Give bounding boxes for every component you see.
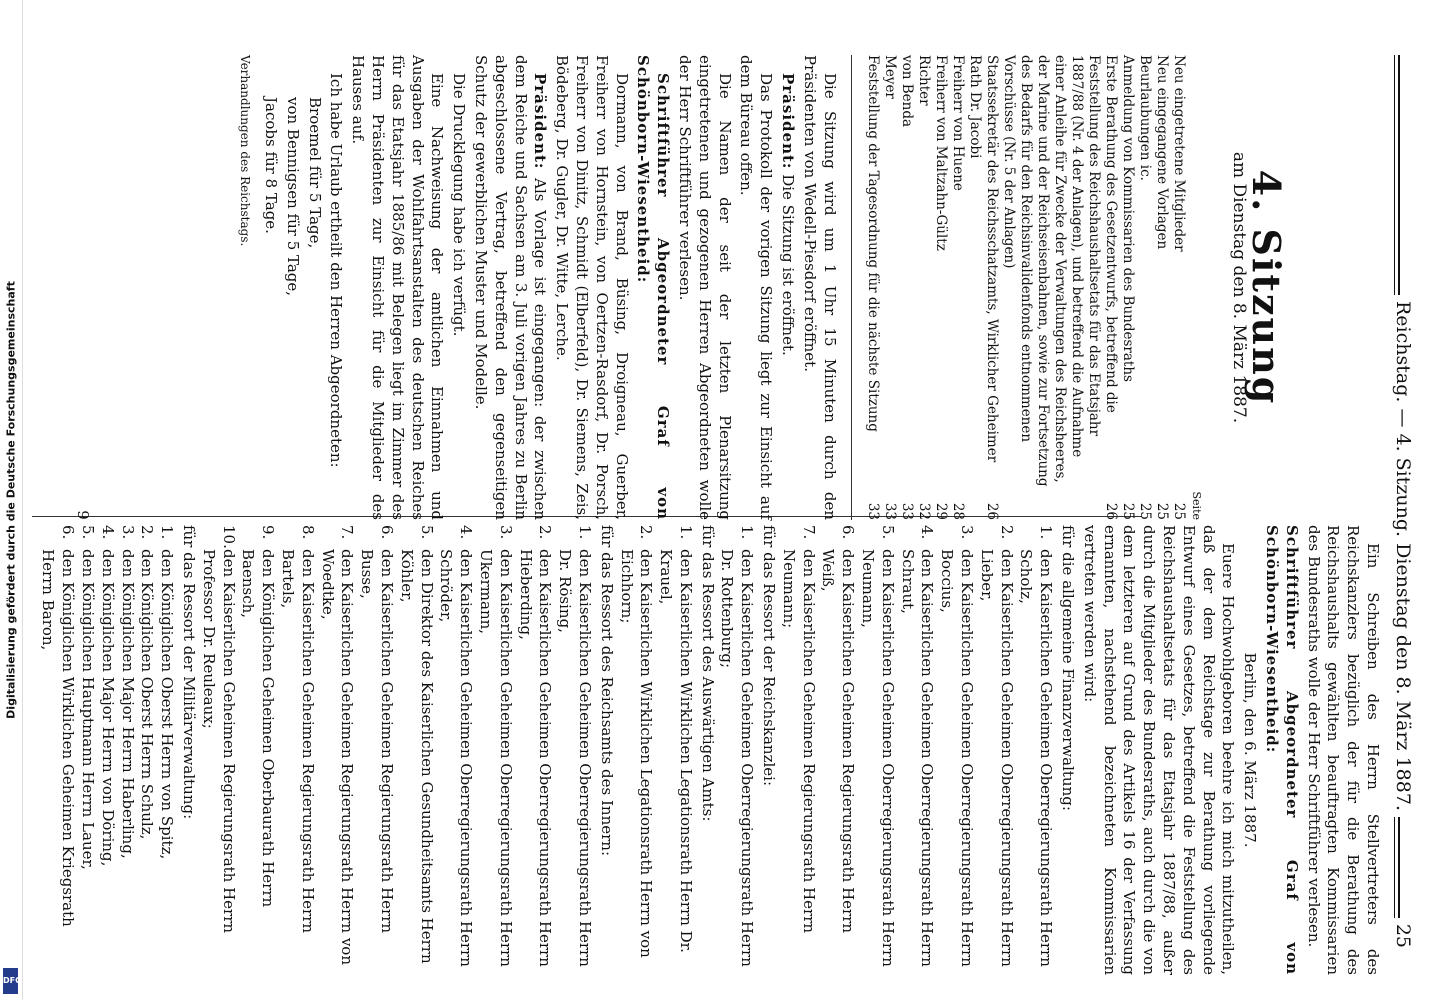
toc-entry-text: Feststellung der Tagesordnung für die nächste Sitzung (864, 55, 881, 432)
toc-entry-text: Erste Berathung des Gesetzentwurfs, betreffend die Feststellung des Reichshaushaltsetats für das Etatsjahr 1887/88 (Nr. 4 der Anlagen), und betreffend die Aufnahme einer Anleihe für Zwecke der Verwaltungen des Reichsheeres, der Marine und der Reichseisenbahnen, sowie zur Fortsetzung des Bedarfs für den Reichsinvalidenfonds entnommenen Vorschüsse (Nr. 5 der Anlagen) (1000, 55, 1119, 487)
list-item-text: den Königlichen Oberst Herrn von Spitz, (158, 549, 177, 860)
leave-entry: Broemel für 5 Tage, (305, 97, 324, 249)
list-item (436, 525, 476, 975)
leave-entry: von Bennigsen für 5 Tage, (283, 97, 302, 297)
toc-entry (864, 55, 881, 520)
list-item (778, 525, 818, 975)
toc-entry-page: 25 (1119, 502, 1136, 520)
toc-entry-text: Richter (915, 55, 932, 106)
toc-entry-page: 28 (949, 502, 966, 520)
speaker-label: Schriftführer Abgeordneter Graf von Schönborn-Wiesentheid: (1263, 525, 1301, 975)
list-item (317, 525, 357, 975)
list-item (976, 525, 1016, 975)
list-number: 3. (496, 525, 515, 540)
toc-page-label: Seite (1190, 491, 1204, 520)
list-item (554, 525, 594, 975)
toc-entry-page: 26 (1102, 502, 1119, 520)
session-title: 4. Sitzung (1244, 169, 1289, 406)
list-number: 6. (377, 525, 396, 540)
speaker-label: Präsident: (779, 73, 798, 170)
toc-entry-page: 33 (864, 502, 881, 520)
list-item (137, 525, 157, 975)
list-number: 5. (417, 525, 436, 540)
dfg-logo-icon: DFG (3, 968, 18, 994)
list-item (936, 525, 976, 975)
list-item (97, 525, 117, 975)
list-item (616, 525, 656, 975)
list-item (818, 525, 858, 975)
commissioner-list (616, 525, 695, 975)
running-head-page: 25 (1392, 918, 1414, 954)
paragraph: Das Protokoll der vorigen Sitzung liegt zur Einsicht auf dem Büreau offen. (737, 55, 776, 520)
toc-entry (898, 55, 915, 520)
toc-entry-page: 26 (983, 502, 1000, 520)
running-head (1378, 55, 1414, 950)
section-heading: für das Ressort der Reichskanzlei: (760, 525, 779, 786)
list-item-text: den Kaiserlichen Geheimen Oberregierungsrath Herrn Scholz, (1017, 549, 1056, 967)
table-of-contents (864, 55, 1187, 520)
paragraph: Die Namen der seit der letzten Plenarsitzung eingetretenen und gezogenen Herren Abgeordneten wolle der Herr Schriftführer verlesen. (676, 55, 734, 520)
list-number: 8. (298, 525, 317, 540)
list-item-text: den Kaiserlichen Geheimen Oberregierungsrath Herrn Schraut, (898, 549, 937, 967)
toc-entry (881, 55, 898, 520)
section-heading: für das Ressort der Militärverwaltung: (179, 525, 198, 820)
list-item-text: den Kaiserlichen Geheimen Regierungsrath Herrn Bartels, (278, 549, 317, 934)
list-number: 6. (839, 525, 858, 540)
toc-entry (1000, 55, 1119, 520)
list-number: 4. (918, 525, 937, 540)
list-item-text: den Kaiserlichen Geheimen Oberregierungsrath Herrn Boccius, (938, 549, 977, 967)
page-number: 9 (74, 510, 92, 520)
list-number: 2. (997, 525, 1016, 540)
list-number: 10. (219, 525, 238, 549)
list-item (117, 525, 137, 975)
list-item-text: den Königlichen Geheimen Oberbaurath Herrn Baensch, (239, 549, 278, 908)
section-heading: für das Ressort des Reichsamts des Innern: (597, 525, 616, 857)
list-item-text: den Königlichen Major Herrn von Döring, (98, 549, 117, 867)
list-number: 2. (138, 525, 157, 540)
toc-entry-text: Freiherr von Maltzahn-Gültz (932, 55, 949, 251)
list-item (396, 525, 436, 975)
paragraph: Dormann, von Brand, Büsing, Droigneau, Guerber, Freiherr von Hornstein, von Oertzen-Rasdorf, Dr. Porsch, Freiherr von Dinitz, Schmidt (Elberfeld), Dr. Siemens, Zeis, Bödeberg, Dr. Gugler, Dr. Witte, Lerche. (553, 55, 631, 520)
list-item-text: den Kaiserlichen Geheimen Oberregierungsrath Herrn Lieber, (977, 549, 1016, 967)
list-item (897, 525, 937, 975)
section-heading: für das Ressort des Auswärtigen Amts: (698, 525, 717, 822)
list-number: 5. (878, 525, 897, 540)
toc-entry-page: 32 (915, 502, 932, 520)
list-item (156, 525, 176, 975)
list-number: 3. (118, 525, 137, 540)
list-item (238, 525, 278, 975)
list-number: 1. (575, 525, 594, 540)
paragraph (470, 55, 549, 520)
digitization-sidebar (0, 0, 23, 1000)
list-item-text: den Kaiserlichen Geheimen Oberregierungsrath Herrn Hieberding, (516, 549, 555, 967)
list-number: 7. (799, 525, 818, 540)
list-number: 1. (1037, 525, 1056, 540)
funding-notice: Digitalisierung gefördert durch die Deutsche Forschungsgemeinschaft (4, 281, 18, 719)
list-number: 4. (457, 525, 476, 540)
list-item-text: den Kaiserlichen Geheimen Regierungsrath Herrn Professor Dr. Reuleaux; (199, 549, 238, 934)
list-item (277, 525, 317, 975)
toc-entry-text: von Benda (898, 55, 915, 128)
list-item-text: den Kaiserlichen Geheimen Regierungsrath Herrn von Woedtke, (318, 549, 357, 965)
list-number: 2. (637, 525, 656, 540)
commissioner-list (38, 525, 177, 975)
toc-entry-text: Neu eingetretene Mitglieder (1170, 55, 1187, 252)
list-item-text: den Direktor des Kaiserlichen Gesundheitsamts Herrn Köhler, (397, 549, 436, 964)
list-number: 7. (338, 525, 357, 540)
list-item-text: den Königlichen Wirklichen Geheimen Kriegsrath Herrn Baron, (39, 549, 78, 927)
list-item-text: den Kaiserlichen Wirklichen Legationsrath Herrn Dr. Krauel, (657, 549, 695, 953)
list-number: 1. (158, 525, 177, 540)
toc-entry-page: 29 (932, 502, 949, 520)
paragraph: Ein Schreiben des Herrn Stellvertreters des Reichskanzlers bezüglich der für die Berathung des Reichshaushalts gewählten beauftragten Kommissarien des Bundesraths wolle der Herr Schriftführer verlesen. (1304, 525, 1382, 975)
toc-entry-text: Anmeldung von Kommissarien des Bundesraths (1119, 55, 1136, 382)
speech-text: Die Sitzung ist eröffnet. (779, 174, 798, 356)
commissioner-list (717, 525, 757, 975)
list-item-text: den Kaiserlichen Geheimen Regierungsrath Herrn Busse, (358, 549, 396, 934)
toc-separator (851, 55, 852, 520)
list-number: 5. (79, 525, 97, 540)
letter-body: Euere Hochwohlgeboren beehre ich mich mitzutheilen, daß der dem Reichstage zur Berathung vorliegende Entwurf eines Gesetzes, betreffend die Feststellung des Reichshaushaltsetats für das Etatsjahr 1887/88, außer durch die Mitglieder des Bundesraths, auch durch die von dem letzteren auf Grund des Artikels 16 der Verfassung ernannten, nachstehend bezeichneten Kommissarien vertreten werden wird: (1080, 525, 1238, 975)
toc-entry-page: 25 (1153, 502, 1170, 520)
list-item-text: den Kaiserlichen Geheimen Oberregierungsrath Herrn Schröder, (437, 549, 476, 967)
list-number: 2. (536, 525, 555, 540)
list-item-text: den Kaiserlichen Wirklichen Legationsrath Herrn von Eichhorn; (617, 549, 656, 958)
toc-entry (1153, 55, 1170, 520)
list-number: 9. (259, 525, 278, 540)
toc-entry-text: Staatssekretär des Reichsschatzamts, Wirklicher Geheimer Rath Dr. Jacobi (966, 55, 1000, 463)
list-item-text: den Kaiserlichen Geheimen Oberregierungsrath Herrn Dr. Rösing, (556, 549, 594, 967)
paragraph: Ich habe Urlaub ertheilt den Herren Abgeordneten: (327, 73, 346, 468)
list-item-text: den Kaiserlichen Geheimen Oberregierungsrath Herrn Neumann, (859, 549, 897, 967)
list-item-text: den Kaiserlichen Geheimen Regierungsrath Herrn Neumann; (779, 549, 818, 934)
list-number: 1. (738, 525, 757, 540)
toc-entry (966, 55, 1000, 520)
leave-entry: Jacobs für 8 Tage. (262, 97, 281, 234)
toc-entry (949, 55, 966, 520)
speaker-paragraph (1261, 525, 1301, 975)
list-item-text: den Königlichen Major Herrn Haberling, (118, 549, 137, 859)
list-item-text: den Königlichen Hauptmann Herrn Lauer, (79, 549, 97, 870)
running-head-title: Reichstag. — 4. Sitzung. Dienstag den 8. März 1887. (1392, 295, 1414, 817)
commissioner-list (198, 525, 594, 975)
list-item (655, 525, 695, 975)
toc-entry (1170, 55, 1187, 520)
letter-date: Berlin, den 6. März 1887. (1241, 652, 1260, 848)
rotated-scan (22, 0, 1432, 1000)
list-item (38, 525, 78, 975)
left-column (233, 55, 1383, 520)
toc-entry (915, 55, 932, 520)
speaker-label: Schriftführer Abgeordneter Graf von Schönborn-Wiesentheid: (634, 55, 673, 520)
paragraph: Die Drucklegung habe ich verfügt. (450, 73, 469, 337)
list-item-text: den Königlichen Oberst Herrn Schulz, (138, 549, 157, 840)
list-number: 1. (676, 525, 695, 540)
paragraph: Eine Nachweisung der amtlichen Einnahmen und Ausgaben der Wohlfahrtsanstalten des deutschen Reiches für das Etatsjahr 1885/86 mit Belegen liegt im Zimmer des Herrn Präsidenten zur Einsicht für die Mitglieder des Hauses auf. (349, 55, 447, 520)
commissioner-list (778, 525, 1055, 975)
list-item-text: den Kaiserlichen Geheimen Regierungsrath Herrn Weiß, (819, 549, 858, 934)
list-item (198, 525, 238, 975)
toc-entry-page: 25 (1136, 502, 1153, 520)
volume-footer: Verhandlungen des Reichstags. (238, 55, 253, 247)
toc-entry (1136, 55, 1153, 520)
list-item (515, 525, 555, 975)
session-date: am Dienstag den 8. März 1887. (1229, 151, 1250, 424)
toc-entry (1119, 55, 1136, 520)
list-item (717, 525, 757, 975)
speech-text: Als Vorlage ist eingegangen: der zwischen dem Reiche und Sachsen am 3. Juli vorigen Jahres zu Berlin abgeschlossene Vertrag, betreffend den gegenseitigen Schutz der gewerblichen Muster und Modelle. (472, 55, 550, 520)
toc-entry-page: 25 (1170, 502, 1187, 520)
toc-entry-page: 33 (898, 502, 915, 520)
list-item-text: den Kaiserlichen Geheimen Oberregierungsrath Herrn Dr. Rottenburg; (718, 549, 757, 967)
paragraph (777, 55, 797, 520)
speaker-paragraph (633, 55, 673, 520)
section-heading: für die allgemeine Finanzverwaltung: (1059, 525, 1078, 811)
toc-entry-text: Freiherr von Huene (949, 55, 966, 191)
list-item (857, 525, 897, 975)
list-item (1016, 525, 1056, 975)
list-item-text: den Kaiserlichen Geheimen Oberregierungsrath Herrn Ukermann, (476, 549, 515, 967)
toc-entry-page: 33 (881, 502, 898, 520)
toc-entry-text: Beurlaubungen ic. (1136, 55, 1153, 181)
toc-entry-text: Meyer (881, 55, 898, 99)
opening-paragraph: Die Sitzung wird um 1 Uhr 15 Minuten durch den Präsidenten von Wedell-Piesdorf eröffnet. (800, 55, 839, 520)
toc-entry (932, 55, 949, 520)
right-column (38, 525, 1382, 975)
list-item (356, 525, 396, 975)
toc-entry-text: Neu eingegangene Vorlagen (1153, 55, 1170, 250)
list-number: 3. (958, 525, 977, 540)
list-number: 6. (59, 525, 78, 540)
speaker-label: Präsident: (531, 73, 550, 170)
list-item (475, 525, 515, 975)
list-number: 4. (98, 525, 117, 540)
